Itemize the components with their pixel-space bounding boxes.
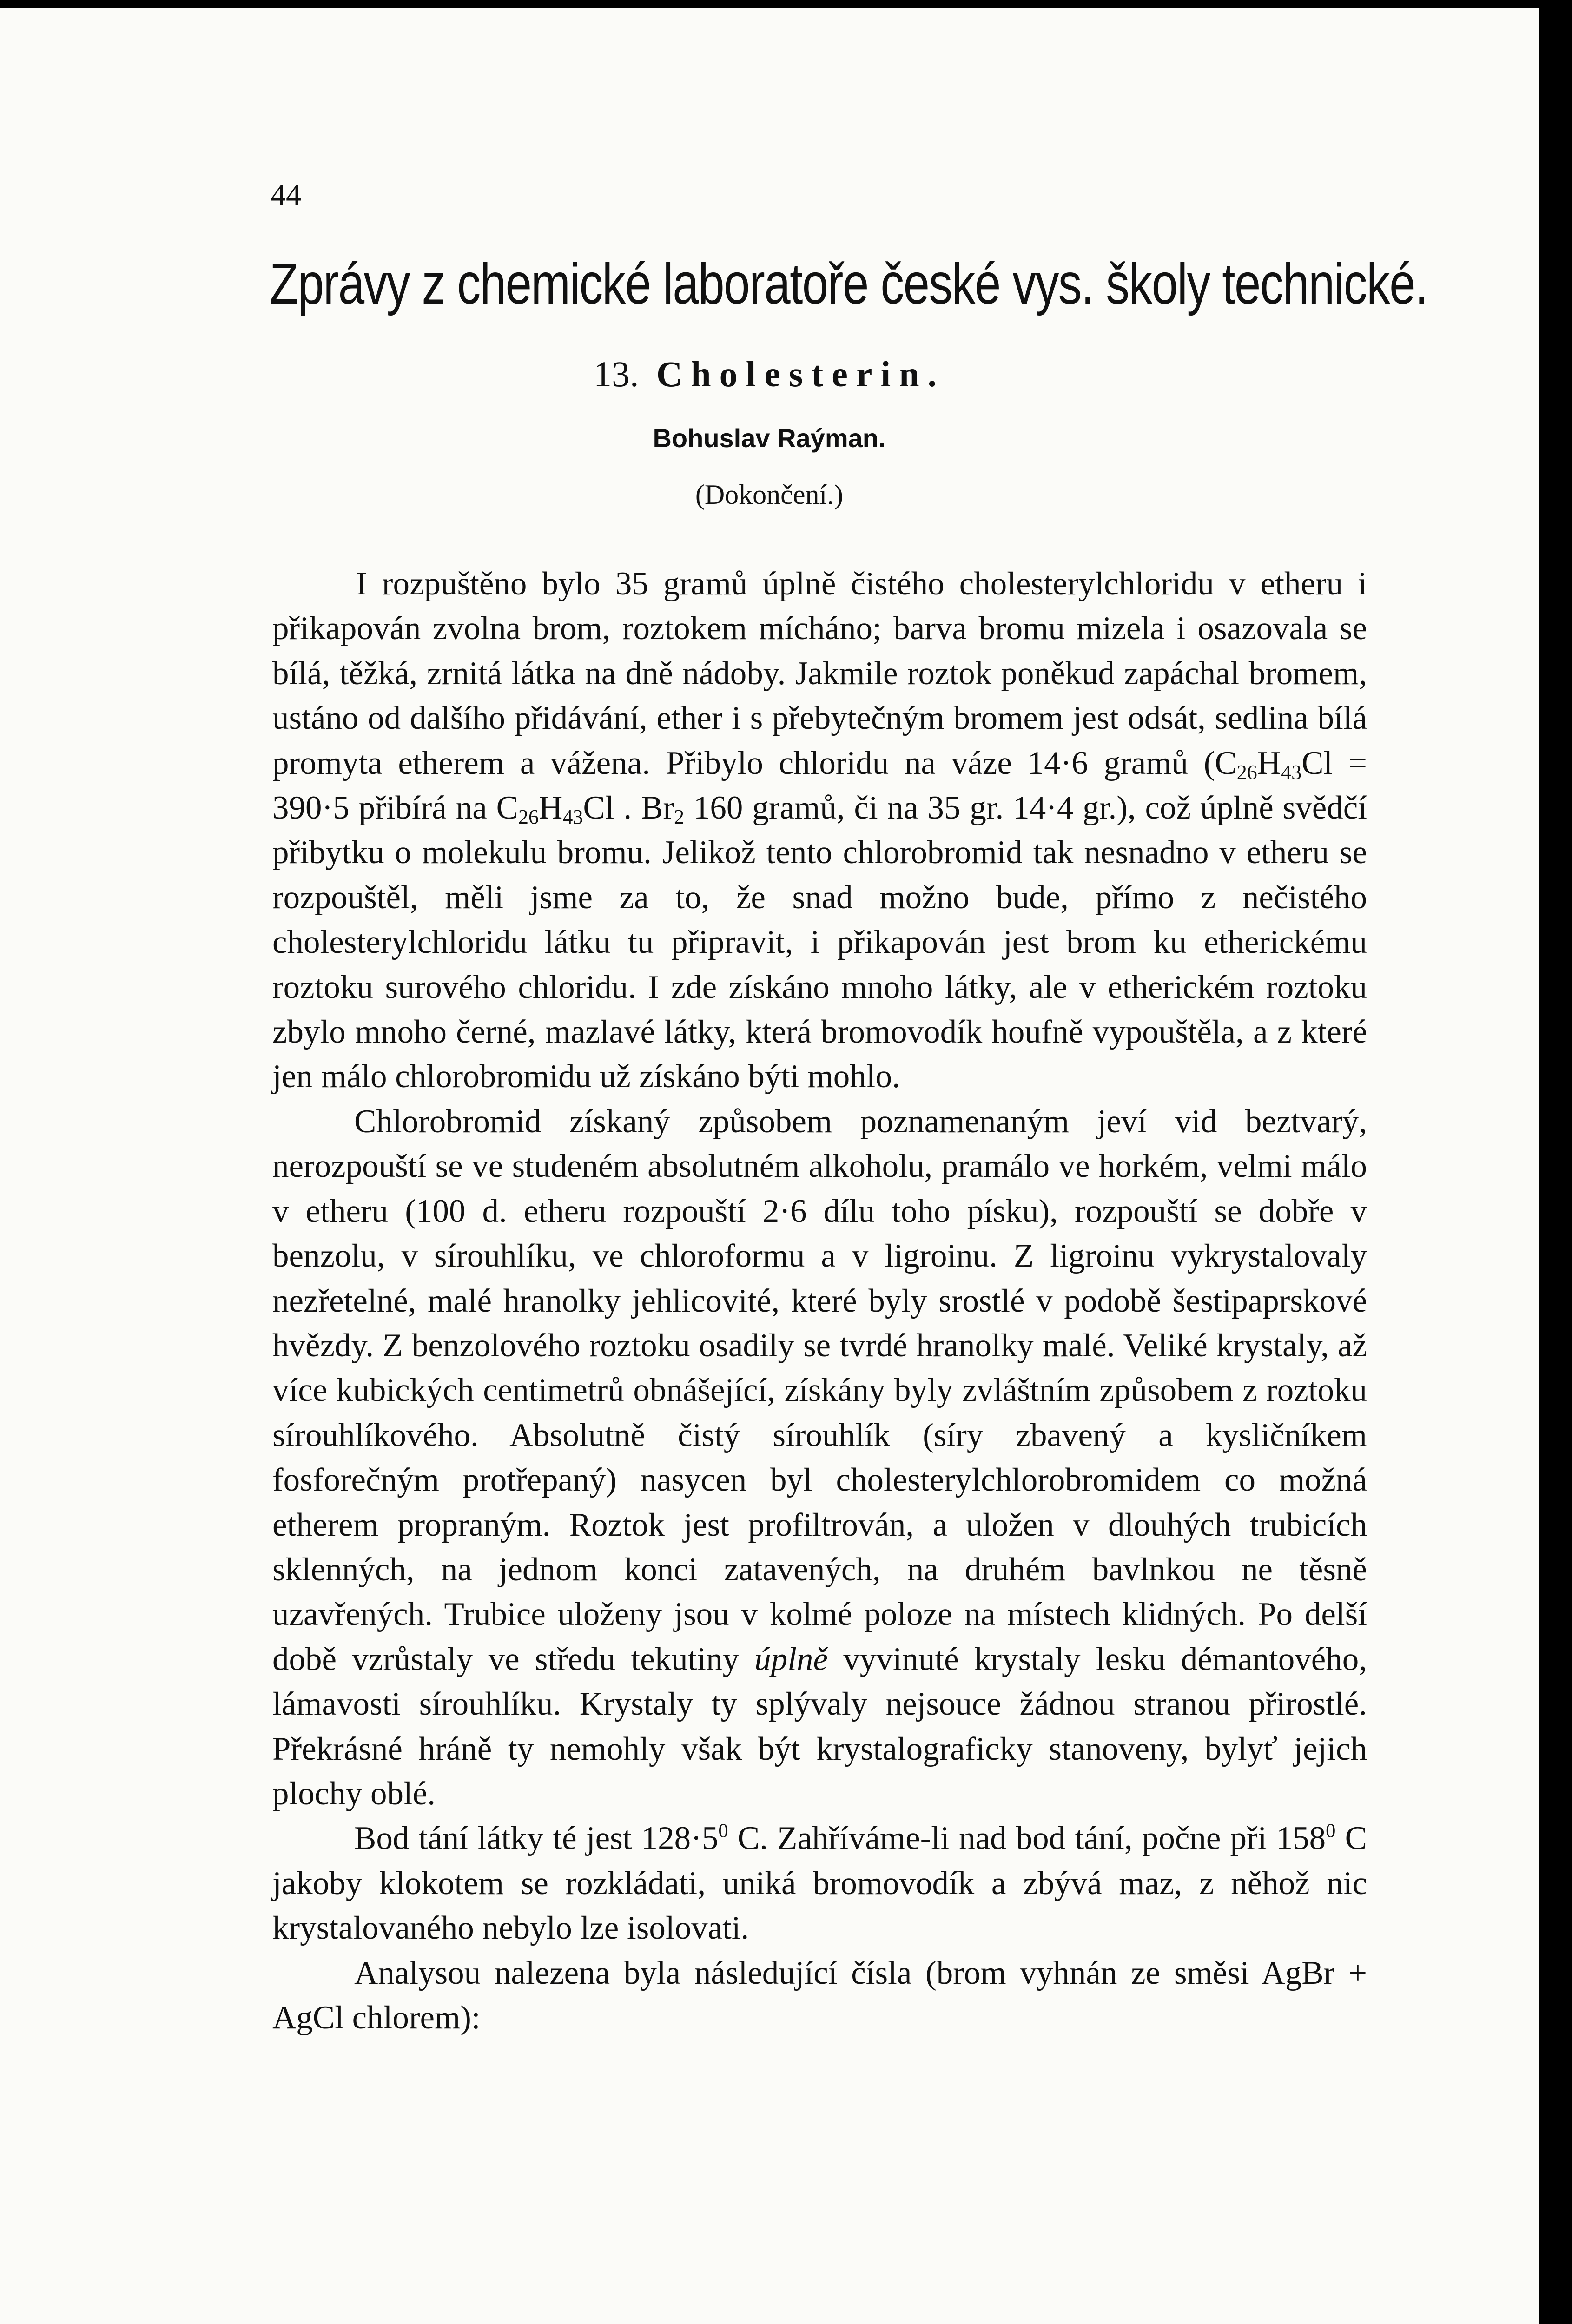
- subscript: 2: [674, 805, 684, 829]
- article-heading: [0, 353, 1539, 395]
- formula-part: Cl . Br: [583, 790, 674, 826]
- formula-chlorobromide: [496, 790, 684, 829]
- degree-mark: 0: [1326, 1820, 1336, 1842]
- scan-border-right: [1539, 0, 1572, 2324]
- text-run: přibírá na: [349, 790, 496, 826]
- formula-part: H: [539, 790, 563, 826]
- continuation-note: (Dokončení.): [695, 479, 844, 510]
- paragraph-1: [272, 561, 1367, 1099]
- subscript: 43: [1281, 760, 1302, 784]
- scan-border-top: [0, 0, 1539, 8]
- formula-part: C: [1215, 745, 1237, 781]
- formula-part: H: [1257, 745, 1281, 781]
- text-run: C jakoby klokotem se rozkládati, uniká bromovodík a zbývá maz, z něhož nic krystalovaného nebylo lze isolovati.: [272, 1820, 1367, 1947]
- article-body: [272, 561, 1367, 2040]
- paragraph-3: [272, 1816, 1367, 1950]
- formula-part: Cl = 390·5: [272, 745, 1367, 826]
- subscript: 26: [518, 805, 539, 829]
- text-run: Chlorobromid získaný způsobem poznamenaným jeví vid beztvarý, nerozpouští se ve studeném absolutném alkoholu, pramálo ve horkém, velmi málo v etheru (100 d. etheru rozpouští 2·6 dílu toho písku), rozpouští se dobře v benzolu, v sírouhlíku, ve chloroformu a v ligroinu. Z ligroinu vykrystalovaly nezřetelné, malé hranolky jehlicovité, které byly srostlé v podobě šestipaprskové hvězdy. Z benzolového roztoku osadily se tvrdé hranolky malé. Veliké krystaly, až více kubických centimetrů obnášející, získány byly zvláštním způsobem z roztoku sírouhlíkového. Absolutně čistý sírouhlík (síry zbavený a kysličníkem fosforečným protřepaný) nasycen byl cholesterylchlorobromidem co možná etherem propraným. Roztok jest profiltrován, a uložen v dlouhých trubicích sklenných, na jednom konci zatavených, na druhém bavlnkou ne těsně uzavřených. Trubice uloženy jsou v kolmé poloze na místech klidných. Po delší době vzrůstaly ve středu tekutiny: [272, 1103, 1367, 1677]
- text-run: Analysou nalezena byla následující čísla (brom vyhnán ze směsi AgBr + AgCl chlorem):: [272, 1954, 1367, 2036]
- subscript: 26: [1236, 760, 1257, 784]
- paragraph-4: [272, 1951, 1367, 2040]
- degree-mark: 0: [718, 1820, 728, 1842]
- page-number: 44: [271, 178, 301, 212]
- text-run: C. Zahříváme-li nad bod tání, počne při 158: [728, 1820, 1326, 1857]
- emphasis: úplně: [754, 1641, 828, 1677]
- formula-part: C: [496, 790, 519, 826]
- paragraph-2: [272, 1099, 1367, 1816]
- text-run: Bod tání látky té jest 128·5: [354, 1820, 719, 1857]
- text-run: vyvinuté krystaly lesku démantového, lámavosti sírouhlíku. Krystaly ty splývaly nejsouce žádnou stranou přirostlé. Překrásné hráně ty nemohly však být krystalograficky stanoveny, bylyť jejich plochy oblé.: [272, 1641, 1367, 1812]
- article-number: 13.: [593, 354, 639, 394]
- article-title: Cholesterin.: [656, 354, 945, 394]
- subscript: 43: [562, 805, 583, 829]
- text-run: 160 gramů, či na 35 gr. 14·4 gr.), což úplně svědčí přibytku o molekulu bromu. Jelikož tento chlorobromid tak nesnadno v etheru se rozpouštěl, měli jsme za to, že snad možno bude, přímo z nečistého cholesterylchloridu látku tu připravit, i přikapován jest brom ku etherickému roztoku surového chloridu. I zde získáno mnoho látky, ale v etherickém roztoku zbylo mnoho černé, mazlavé látky, která bromovodík houfně vypouštěla, a z které jen málo chlorobromidu už získáno býti mohlo.: [272, 790, 1367, 1095]
- journal-title: Zprávy z chemické laboratoře české vys. školy technické.: [270, 252, 1427, 316]
- text-run: I rozpuštěno bylo 35 gramů úplně čistého cholesterylchloridu v etheru i přikapován zvolna brom, roztokem mícháno; barva bromu mizela i osazovala se bílá, těžká, zrnitá látka na dně nádoby. Jakmile roztok poněkud zapáchal bromem, ustáno od dalšího přidávání, ether i s přebytečným bromem jest odsát, sedlina bílá promyta etherem a vážena. Přibylo chloridu na váze 14·6 gramů (: [272, 566, 1367, 781]
- author-name: Bohuslav Raýman.: [653, 423, 886, 453]
